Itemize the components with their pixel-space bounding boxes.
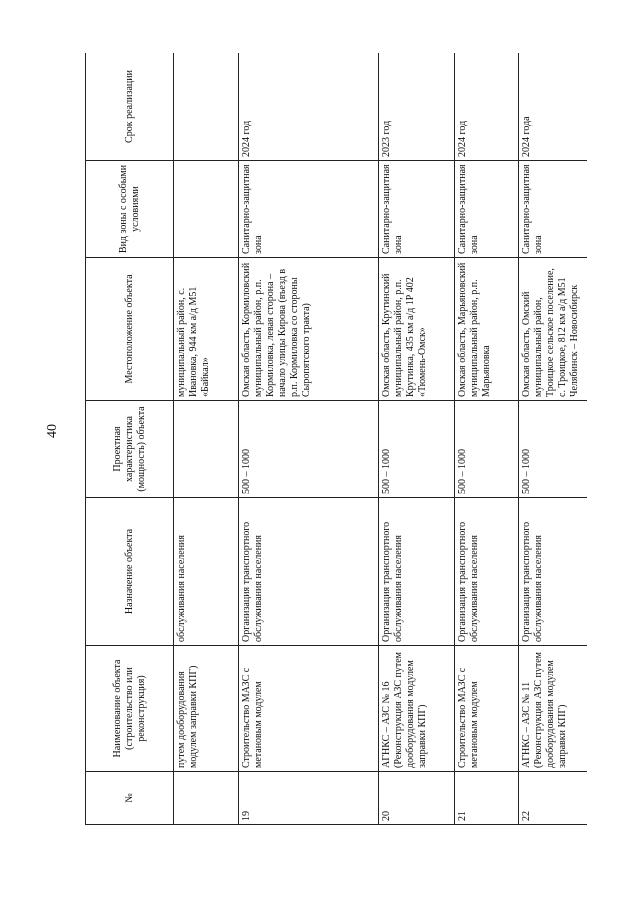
header-zone: Вид зоны с особыми условиями	[86, 161, 174, 258]
cell-num: 21	[455, 772, 519, 825]
cell-name: путем дооборудования модулем заправки КПГ)	[174, 646, 239, 772]
cell-term	[174, 53, 239, 161]
cell-capacity: 500 – 1000	[239, 401, 379, 498]
cell-zone: Санитарно-защитная зона	[455, 161, 519, 258]
cell-purpose: Организация транспортного обслуживания населения	[379, 498, 455, 646]
cell-term: 2024 год	[455, 53, 519, 161]
table-row-continued	[174, 53, 239, 825]
table-row-21	[455, 53, 519, 825]
cell-purpose: Организация транспортного обслуживания населения	[239, 498, 379, 646]
cell-num: 20	[379, 772, 455, 825]
cell-location: Омская область, Марьяновский муниципальный район, р.п. Марьяновка	[455, 258, 519, 401]
cell-num	[174, 772, 239, 825]
cell-term: 2024 год	[239, 53, 379, 161]
cell-name: Строительство МАЗС с метановым модулем	[455, 646, 519, 772]
cell-name: АГНКС – АЗС № 11 (Реконструкция АЗС путем дооборудования модулем заправки КПГ)	[519, 646, 588, 772]
page-number: 40	[45, 424, 60, 438]
rotated-table-wrapper	[85, 53, 587, 825]
header-row	[86, 53, 174, 825]
cell-zone: Санитарно-защитная зона	[239, 161, 379, 258]
cell-zone: Санитарно-защитная зона	[379, 161, 455, 258]
objects-table	[85, 53, 587, 825]
cell-capacity	[174, 401, 239, 498]
cell-location: Омская область, Кормиловский муниципальный район, р.п. Кормиловка, левая сторона – начало улицы Кирова (въезд в р.п. Кормиловка со стороны Сыропятского тракта)	[239, 258, 379, 401]
table-viewport	[85, 53, 587, 825]
header-name: Наименование объекта (строительство или реконструкция)	[86, 646, 174, 772]
header-term: Срок реализации	[86, 53, 174, 161]
cell-term: 2023 год	[379, 53, 455, 161]
cell-num: 22	[519, 772, 588, 825]
table-row-20	[379, 53, 455, 825]
cell-capacity: 500 – 1000	[455, 401, 519, 498]
cell-num: 19	[239, 772, 379, 825]
cell-purpose: обслуживания населения	[174, 498, 239, 646]
header-purpose: Назначение объекта	[86, 498, 174, 646]
header-location: Местоположение объекта	[86, 258, 174, 401]
cell-purpose: Организация транспортного обслуживания населения	[455, 498, 519, 646]
cell-location: Омская область, Омский муниципальный район, Троицкое сельское поселение, с. Троицкое, 812 км а/д М51 Челябинск – Новосибирск	[519, 258, 588, 401]
table-row-22	[519, 53, 588, 825]
cell-location: Омская область, Крутинский муниципальный район, р.п. Крутинка, 435 км а/д 1Р 402 «Тюмень-Омск»	[379, 258, 455, 401]
cell-capacity: 500 – 1000	[519, 401, 588, 498]
cell-term: 2024 года	[519, 53, 588, 161]
header-num: №	[86, 772, 174, 825]
cell-location: муниципальный район, с. Ивановка, 944 км а/д М51 «Байкал»	[174, 258, 239, 401]
cell-zone: Санитарно-защитная зона	[519, 161, 588, 258]
cell-purpose: Организация транспортного обслуживания населения	[519, 498, 588, 646]
cell-name: АГНКС – АЗС № 16 (Реконструкция АЗС путем дооборудования модулем заправки КПГ)	[379, 646, 455, 772]
table-row-19	[239, 53, 379, 825]
cell-capacity: 500 – 1000	[379, 401, 455, 498]
cell-zone	[174, 161, 239, 258]
cell-name: Строительство МАЗС с метановым модулем	[239, 646, 379, 772]
header-capacity: Проектная характеристика (мощность) объекта	[86, 401, 174, 498]
